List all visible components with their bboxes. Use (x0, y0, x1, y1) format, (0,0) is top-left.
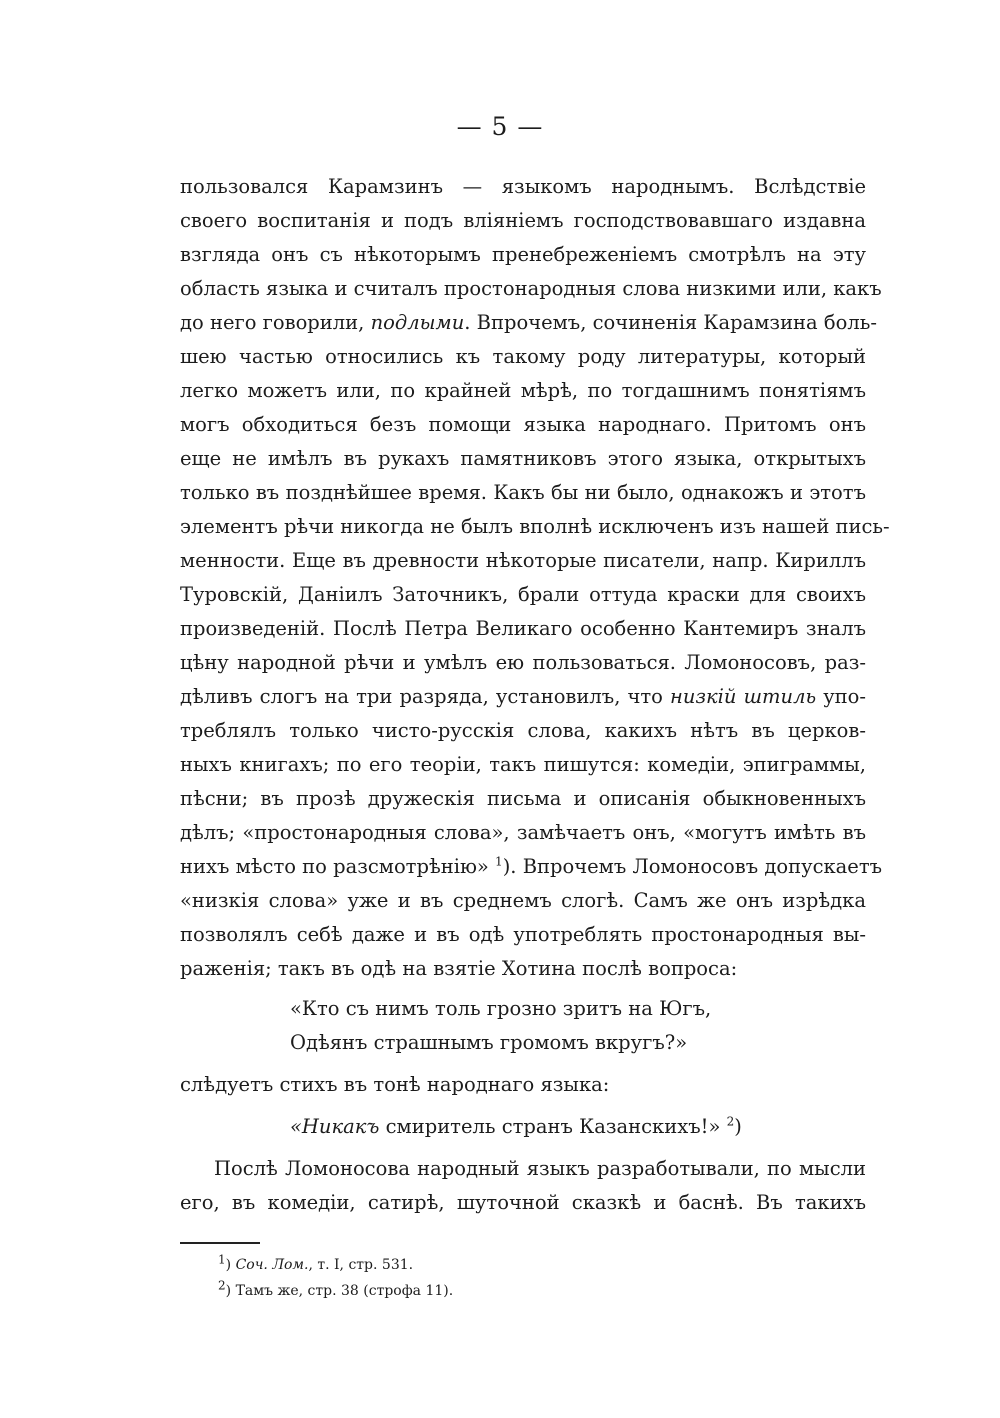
footnote-rule (180, 1242, 260, 1244)
text-line: менности. Еще въ древности нѣкоторые писатели, напр. Кириллъ (180, 549, 866, 572)
text-segment: дѣливъ слогъ на три разряда, установилъ, что (180, 685, 670, 708)
italic-word: «Никакъ (290, 1115, 380, 1138)
verse-line: Одѣянъ страшнымъ громомъ вкругъ?» (290, 1031, 688, 1054)
text-line (180, 850, 883, 884)
text-line (180, 680, 866, 714)
page-number: — 5 — (456, 112, 544, 141)
italic-phrase: низкій штиль (670, 685, 817, 708)
text-line: шею частью относились къ такому роду литературы, который (180, 345, 866, 368)
text-segment: упо- (816, 685, 867, 708)
footnote-ref: 2 (726, 1114, 735, 1129)
text-line: Туровскій, Даніилъ Заточникъ, брали оттуда краски для своихъ (180, 583, 866, 606)
text-line: элементъ рѣчи никогда не былъ вполнѣ исключенъ изъ нашей пись- (180, 515, 890, 538)
text-line: еще не имѣлъ въ рукахъ памятниковъ этого языка, открытыхъ (180, 447, 866, 470)
text-line: его, въ комедіи, сатирѣ, шуточной сказкѣ и баснѣ. Въ такихъ (180, 1191, 866, 1214)
verse-line: «Кто съ нимъ толь грозно зритъ на Югъ, (290, 997, 712, 1020)
footnote-text: , т. I, стр. 531. (308, 1257, 414, 1273)
text-line (180, 306, 877, 340)
text-line: Послѣ Ломоносова народный языкъ разработывали, по мысли (214, 1157, 866, 1180)
text-segment: смиритель странъ Казанскихъ!» (379, 1115, 727, 1138)
text-line: цѣну народной рѣчи и умѣлъ ею пользоваться. Ломоносовъ, раз- (180, 651, 866, 674)
footnote-italic: Соч. Лом. (235, 1257, 309, 1273)
text-line: ныхъ книгахъ; по его теоріи, такъ пишутся: комедіи, эпиграммы, (180, 753, 866, 776)
text-line: пѣсни; въ прозѣ дружескія письма и описанія обыкновенныхъ (180, 787, 866, 810)
text-line: своего воспитанія и подъ вліяніемъ господствовавшаго издавна (180, 209, 866, 232)
text-line: произведеній. Послѣ Петра Великаго особенно Кантемиръ зналъ (180, 617, 866, 640)
text-line: область языка и считалъ простонародныя слова низкими или, какъ (180, 277, 882, 300)
text-line: могъ обходиться безъ помощи языка народнаго. Притомъ онъ (180, 413, 866, 436)
text-line: взгляда онъ съ нѣкоторымъ пренебреженіемъ смотрѣлъ на эту (180, 243, 866, 266)
footnote: $^1$) Соч. Лом., т. I, стр. 531. (218, 1252, 414, 1273)
footnote-mark: 1 (218, 1252, 226, 1267)
text-segment: нихъ мѣсто по разсмотрѣнію» (180, 855, 496, 878)
text-line: раженія; такъ въ одѣ на взятіе Хотина послѣ вопроса: (180, 957, 738, 980)
text-line: позволялъ себѣ даже и въ одѣ употреблять простонародныя вы- (180, 923, 866, 946)
text-line: пользовался Карамзинъ — языкомъ народнымъ. Вслѣдствіе (180, 175, 866, 198)
text-segment: . Впрочемъ, сочиненія Карамзина боль- (464, 311, 877, 334)
text-line: легко можетъ или, по крайней мѣрѣ, по тогдашнимъ понятіямъ (180, 379, 866, 402)
text-line: треблялъ только чисто-русскія слова, какихъ нѣтъ въ церков- (180, 719, 866, 742)
text-segment: ). Впрочемъ Ломоносовъ допускаетъ (502, 855, 883, 878)
italic-word: подлыми (370, 311, 465, 334)
quote-line (290, 1110, 742, 1144)
text-segment: до него говорили, (180, 311, 371, 334)
text-line: только въ позднѣйшее время. Какъ бы ни было, однакожъ и этотъ (180, 481, 866, 504)
footnote-text: Тамъ же, стр. 38 (строфа 11). (235, 1283, 454, 1299)
footnote-ref: 1 (495, 854, 503, 869)
text-segment: ) (734, 1115, 742, 1138)
footnote-mark: 2 (218, 1278, 226, 1293)
text-line: «низкія слова» уже и въ среднемъ слогѣ. Самъ же онъ изрѣдка (180, 889, 866, 912)
footnote: $^2$) Тамъ же, стр. 38 (строфа 11). (218, 1278, 454, 1299)
text-line: слѣдуетъ стихъ въ тонѣ народнаго языка: (180, 1073, 610, 1096)
text-line: дѣлъ; «простонародныя слова», замѣчаетъ онъ, «могутъ имѣть въ (180, 821, 866, 844)
